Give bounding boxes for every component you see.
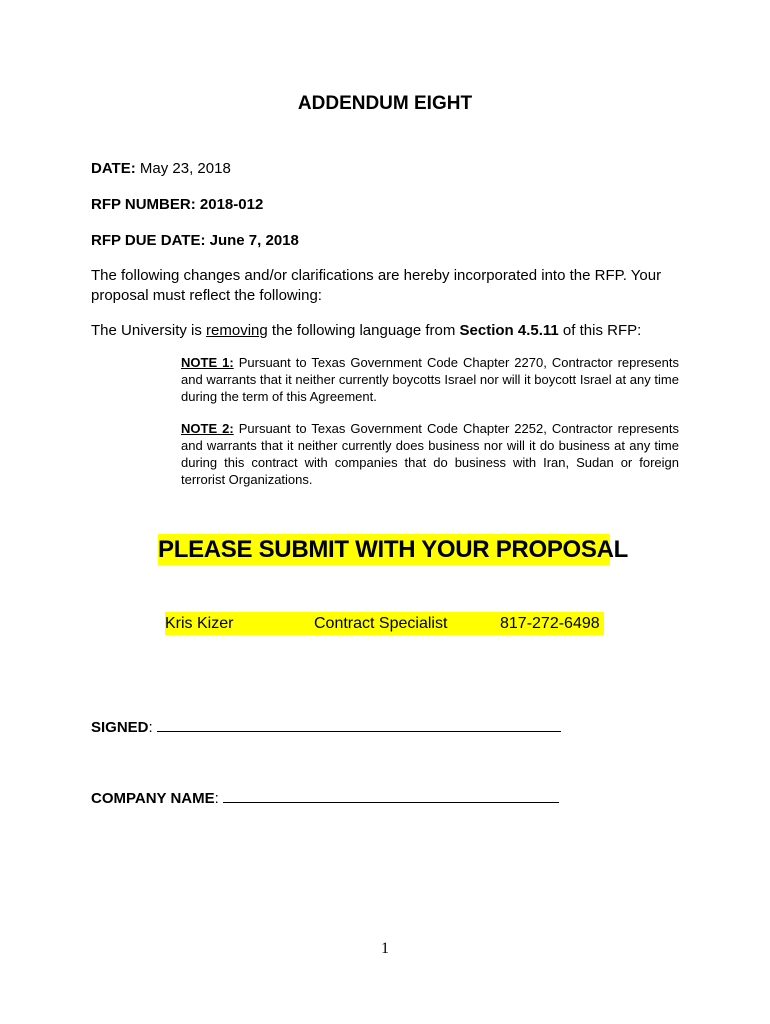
company-colon: :	[214, 790, 219, 807]
removal-statement	[91, 321, 681, 341]
rfp-due-date: RFP DUE DATE: June 7, 2018	[91, 232, 299, 249]
date-line	[91, 160, 231, 177]
note-2-label: NOTE 2:	[181, 421, 234, 436]
rfp-number: RFP NUMBER: 2018-012	[91, 196, 264, 213]
date-value: May 23, 2018	[139, 160, 231, 177]
contact-phone: 817-272-6498	[500, 612, 604, 635]
removal-underlined: removing	[206, 322, 268, 339]
intro-paragraph: The following changes and/or clarifications are hereby incorporated into the RFP. Your proposal must reflect the following:	[91, 267, 662, 304]
submit-banner: PLEASE SUBMIT WITH YOUR PROPOSAL	[158, 536, 628, 563]
date-label: DATE:	[91, 160, 136, 177]
signed-field[interactable]	[157, 719, 561, 732]
signed-row	[91, 719, 561, 736]
contact-title: Contract Specialist	[237, 612, 500, 635]
page-number: 1	[381, 940, 389, 957]
note-1-text: Pursuant to Texas Government Code Chapter 2270, Contractor represents and warrants that it neither currently boycotts Israel nor will it boycott Israel at any time during the term of this Agreement.	[181, 355, 679, 404]
signed-label: SIGNED	[91, 719, 149, 736]
removal-middle: the following language from	[267, 322, 460, 339]
company-row	[91, 790, 559, 807]
note-2	[181, 420, 679, 488]
removal-suffix: of this RFP:	[558, 322, 642, 339]
document-title: ADDENDUM EIGHT	[297, 93, 473, 114]
note-1	[181, 354, 679, 405]
section-reference: Section 4.5.11	[459, 322, 559, 339]
contact-name: Kris Kizer	[165, 612, 237, 635]
note-2-text: Pursuant to Texas Government Code Chapter 2252, Contractor represents and warrants that it neither currently does business nor will it do business at any time during this contract with companies that do business with Iran, Sudan or foreign terrorist Organizations.	[181, 421, 679, 487]
company-label: COMPANY NAME	[91, 790, 215, 807]
note-1-label: NOTE 1:	[181, 355, 234, 370]
company-name-field[interactable]	[223, 790, 559, 803]
signed-colon: :	[148, 719, 153, 736]
removal-prefix: The University is	[91, 322, 207, 339]
